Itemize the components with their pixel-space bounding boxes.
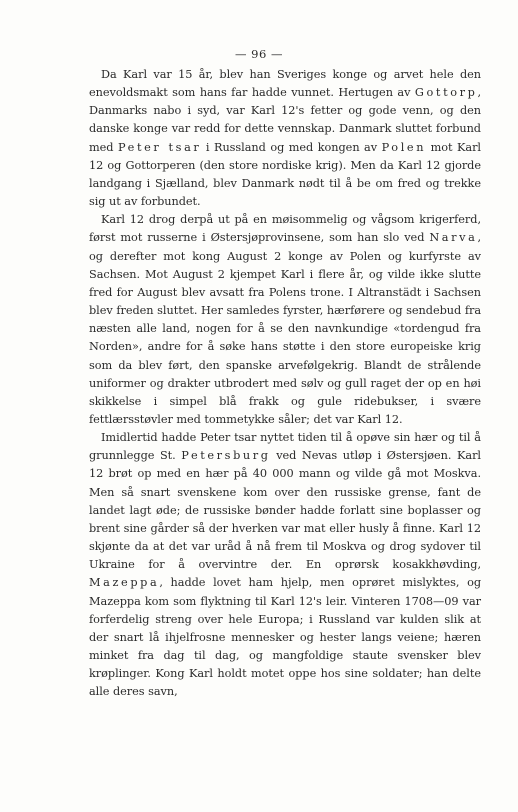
text-segment: , Danmarks nabo i syd, var Karl 12's fetter og gode venn, og den danske konge var redd for dette vennskap. Danmark sluttet forbund med — [89, 86, 481, 154]
paragraph-p3 — [89, 429, 481, 701]
spaced-name: Narva — [429, 231, 478, 245]
spaced-name: Petersburg — [181, 449, 271, 463]
text-segment: , hadde lovet ham hjelp, men oprøret mislyktes, og Mazeppa kom som flyktning til Karl 12's leir. Vinteren 1708—09 var forferdelig streng over hele Europa; i Russland var kulden slik at der snart lå ihjelfrosne mennesker og hester langs veiene; hæren minket fra dag til dag, og mangfoldige staute svensker blev krøplinger. Kong Karl holdt motet oppe hos sine soldater; han delte alle deres savn, — [89, 576, 481, 699]
paragraph-p2 — [89, 211, 481, 429]
spaced-name: Mazeppa — [89, 576, 160, 590]
spaced-name: Polen — [381, 140, 427, 154]
text-segment: Da Karl var 15 år, blev han Sveriges konge og arvet hele den enevoldsmakt som hans far hadde vunnet. Hertugen av — [89, 68, 481, 100]
text-segment: Imidlertid hadde Peter tsar nyttet tiden til å opøve sin hær og til å grunnlegge St. — [89, 431, 481, 463]
page-number: — 96 — — [235, 47, 283, 61]
text-segment: Karl 12 drog derpå ut på en møisommelig og vågsom krigerferd, først mot russerne i Østersjøprovinsene, som han slo ved — [89, 213, 481, 245]
body-text — [89, 66, 481, 701]
text-segment: mot Karl 12 og Gottorperen (den store nordiske krig). Men da Karl 12 gjorde landgang i Sjælland, blev Danmark nødt til å be om fred og trekke sig ut av forbundet. — [89, 140, 481, 209]
text-segment: ved Nevas utløp i Østersjøen. Karl 12 brøt op med en hær på 40 000 mann og vilde gå mot Moskva. Men så snart svenskene kom over den russiske grense, fant de landet lagt øde; de russiske bønder hadde forlatt sine boplasser og brent sine gårder så der hverken var mat eller husly å finne. Karl 12 skjønte da at det var uråd å nå frem til Moskva og drog sydover til Ukraine for å overvintre der. En oprørsk kosakkhøvding, — [89, 449, 481, 572]
text-segment: i Russland og med kongen av — [201, 140, 382, 154]
spaced-name: Peter tsar — [117, 140, 202, 154]
paragraph-p1 — [89, 66, 481, 211]
text-segment: , og derefter mot kong August 2 konge av Polen og kurfyrste av Sachsen. Mot August 2 kjempet Karl i flere år, og vilde ikke slutte fred for August blev avsatt fra Polens trone. I Altranstädt i Sachsen blev freden sluttet. Her samledes fyrster, hærførere og sendebud fra næsten alle land, nogen for å se den navnkundige «tordengud fra Norden», andre for å søke hans støtte i den store europeiske krig som da blev ført, den spanske arvefølgekrig. Blandt de strålende uniformer og drakter utbrodert med sølv og gull raget der op en høi skikkelse i simpel blå frakk og gule ridebukser, i svære fettlærsstøvler med tommetykke såler; det var Karl 12. — [89, 231, 481, 426]
spaced-name: Gottorp — [414, 86, 478, 100]
